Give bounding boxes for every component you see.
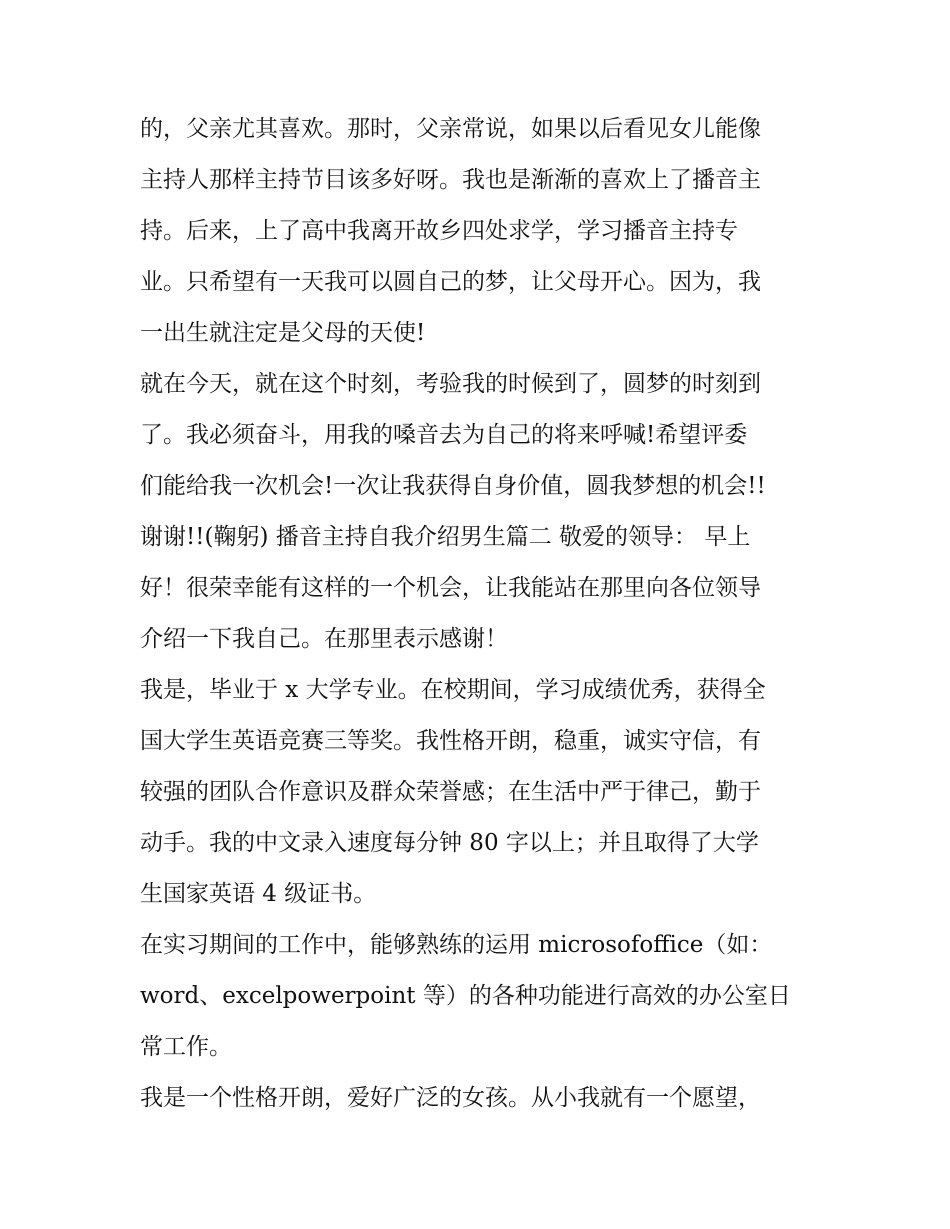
text-line: 介绍一下我自己。在那里表示感谢！	[140, 626, 508, 652]
text-line: 们能给我一次机会!一次让我获得自身价值，圆我梦想的机会!!	[140, 473, 766, 499]
text-line: 生国家英语 4 级证书。	[140, 881, 377, 907]
text-line: 的，父亲尤其喜欢。那时，父亲常说，如果以后看见女儿能像	[140, 116, 761, 142]
text-line: word、excelpowerpoint 等）的各种功能进行高效的办公室日	[140, 983, 791, 1009]
text-line: 好！很荣幸能有这样的一个机会，让我能站在那里向各位领导	[140, 575, 761, 601]
text-line: 在实习期间的工作中，能够熟练的运用 microsofoffice（如：	[140, 932, 773, 958]
text-line: 就在今天，就在这个时刻，考验我的时候到了，圆梦的时刻到	[140, 371, 761, 397]
text-line: 持。后来，上了高中我离开故乡四处求学，学习播音主持专	[140, 218, 738, 244]
text-line: 国大学生英语竞赛三等奖。我性格开朗，稳重，诚实守信，有	[140, 728, 761, 754]
text-line: 我是，毕业于 x 大学专业。在校期间，学习成绩优秀，获得全	[140, 677, 766, 703]
text-line: 常工作。	[140, 1034, 232, 1060]
text-line: 谢谢!!(鞠躬) 播音主持自我介绍男生篇二 敬爱的领导： 早上	[140, 524, 751, 550]
text-line: 我是一个性格开朗，爱好广泛的女孩。从小我就有一个愿望，	[140, 1085, 761, 1111]
text-line: 业。只希望有一天我可以圆自己的梦，让父母开心。因为，我	[140, 269, 761, 295]
text-line: 主持人那样主持节目该多好呀。我也是渐渐的喜欢上了播音主	[140, 167, 761, 193]
text-line: 动手。我的中文录入速度每分钟 80 字以上；并且取得了大学	[140, 830, 759, 856]
document-body	[140, 104, 820, 1124]
text-line: 了。我必须奋斗，用我的嗓音去为自己的将来呼喊!希望评委	[140, 422, 748, 448]
text-line: 较强的团队合作意识及群众荣誉感；在生活中严于律己，勤于	[140, 779, 761, 805]
text-line: 一出生就注定是父母的天使!	[140, 320, 426, 346]
